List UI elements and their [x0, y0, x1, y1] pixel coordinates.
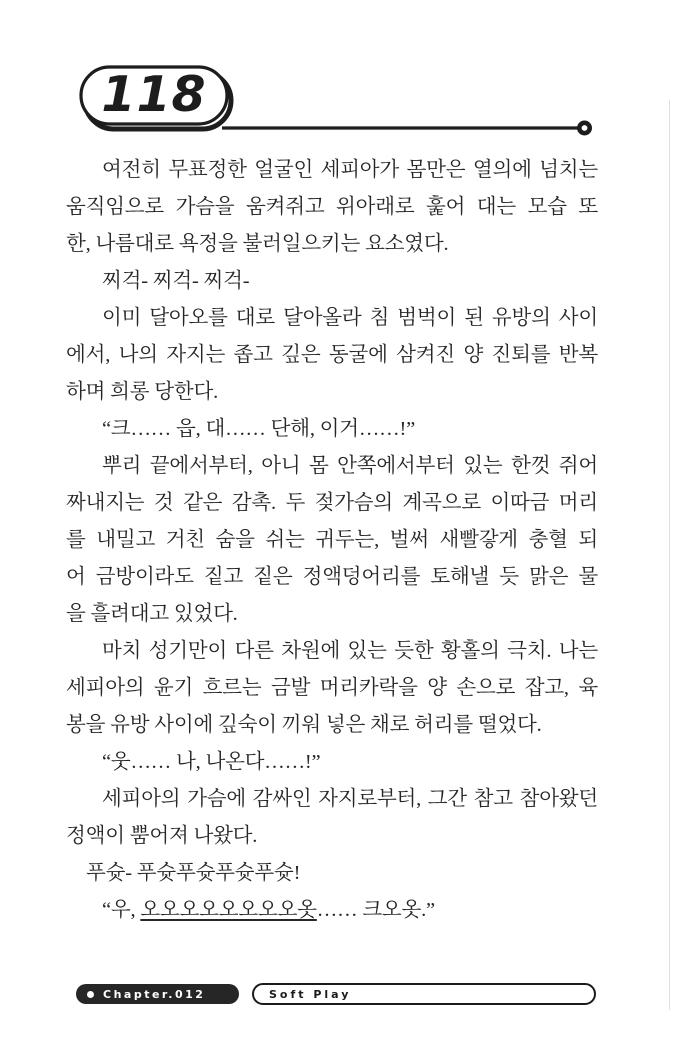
text-line: 세피아의 윤기 흐르는 금발 머리카락을 양 손으로 잡고, 육: [66, 677, 598, 699]
text-line: 정액이 뿜어져 나왔다.: [66, 825, 258, 847]
page-edge-line: [669, 100, 671, 1010]
body-text: [66, 152, 598, 929]
text-line: 뿌리 끝에서부터, 아니 몸 안쪽에서부터 있는 한껏 쥐어: [102, 455, 598, 477]
text-line: 을 흘려대고 있었다.: [66, 603, 238, 625]
text-line: “웃…… 나, 나온다……!”: [102, 751, 321, 773]
text-segment: …… 크오옷.”: [316, 899, 435, 921]
text-line: 여전히 무표정한 얼굴인 세피아가 몸만은 열의에 넘치는: [102, 159, 598, 181]
text-line: 를 내밀고 거친 숨을 쉬는 귀두는, 벌써 새빨갛게 충혈 되: [66, 529, 598, 551]
text-segment-underlined: 오오오오오오오오옷: [140, 899, 317, 921]
page-number: 118: [101, 66, 207, 123]
text-line: [66, 892, 598, 929]
text-line: 한, 나름대로 욕정을 불러일으키는 요소였다.: [66, 233, 449, 255]
text-line: 마치 성기만이 다른 차원에 있는 듯한 황홀의 극치. 나는: [102, 640, 598, 662]
text-line: “크…… 읍, 대…… 단해, 이거……!”: [102, 418, 415, 440]
text-line: 에서, 나의 자지는 좁고 깊은 동굴에 삼켜진 양 진퇴를 반복: [66, 344, 598, 366]
section-label: Soft Play: [269, 988, 352, 1001]
rule-end-ring-icon: [579, 123, 589, 133]
bullet-icon: [87, 991, 94, 998]
text-line: 봉을 유방 사이에 깊숙이 끼워 넣은 채로 허리를 떨었다.: [66, 714, 542, 736]
text-line: 이미 달아오를 대로 달아올라 침 범벅이 된 유방의 사이: [102, 307, 598, 329]
text-line: 푸슛- 푸슛푸슛푸슛푸슛!: [86, 862, 301, 884]
text-segment: “우,: [102, 899, 141, 921]
text-line: 세피아의 가슴에 감싸인 자지로부터, 그간 참고 참아왔던: [102, 788, 598, 810]
text-line: 짜내지는 것 같은 감촉. 두 젖가슴의 계곡으로 이따금 머리: [66, 492, 598, 514]
text-line: 하며 희롱 당한다.: [66, 381, 218, 403]
section-pill: [252, 983, 596, 1005]
text-line: 찌걱- 찌걱- 찌걱-: [102, 270, 250, 292]
chapter-label: Chapter.012: [103, 988, 206, 1001]
text-line: 어 금방이라도 짙고 짙은 정액덩어리를 토해낼 듯 맑은 물: [66, 566, 598, 588]
text-line: 움직임으로 가슴을 움켜쥐고 위아래로 훑어 대는 모습 또: [66, 196, 598, 218]
chapter-pill: [76, 984, 239, 1004]
